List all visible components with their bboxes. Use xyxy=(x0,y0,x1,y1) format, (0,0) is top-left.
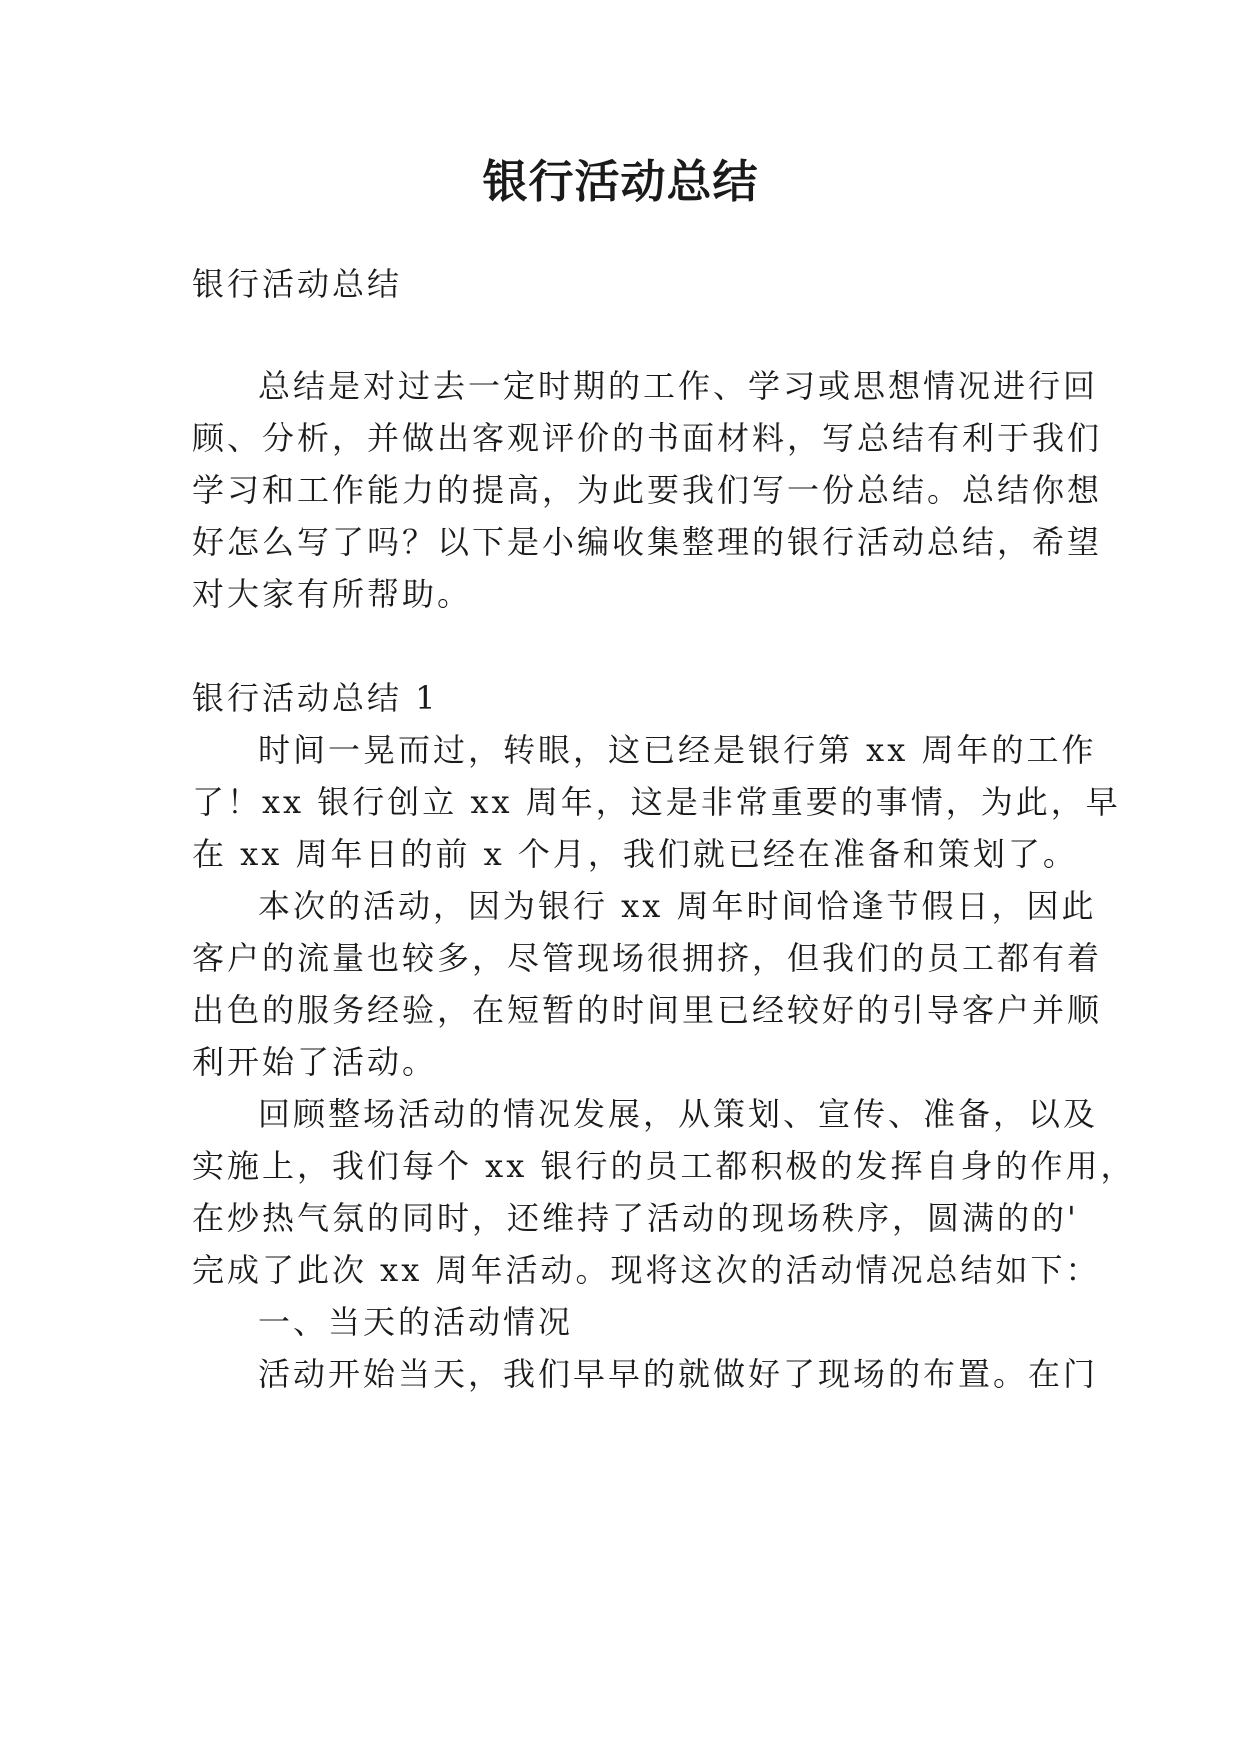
intro-line-4: 好怎么写了吗？以下是小编收集整理的银行活动总结，希望 xyxy=(192,523,1103,561)
section-heading: 银行活动总结 1 xyxy=(192,679,439,717)
paragraph3-line-1: 回顾整场活动的情况发展，从策划、宣传、准备，以及 xyxy=(258,1095,1099,1133)
paragraph2-line-4: 利开始了活动。 xyxy=(192,1043,438,1081)
paragraph1-line-3: 在 xx 周年日的前 x 个月，我们就已经在准备和策划了。 xyxy=(192,835,1078,873)
paragraph1-line-1: 时间一晃而过，转眼，这已经是银行第 xx 周年的工作 xyxy=(258,731,1097,769)
subheading-1: 一、当天的活动情况 xyxy=(258,1303,574,1341)
paragraph3-line-2: 实施上，我们每个 xx 银行的员工都积极的发挥自身的作用， xyxy=(192,1147,1136,1185)
intro-line-1: 总结是对过去一定时期的工作、学习或思想情况进行回 xyxy=(258,367,1099,405)
paragraph2-line-3: 出色的服务经验，在短暂的时间里已经较好的引导客户并顺 xyxy=(192,991,1103,1029)
intro-line-5: 对大家有所帮助。 xyxy=(192,575,473,613)
paragraph3-line-3: 在炒热气氛的同时，还维持了活动的现场秩序，圆满的的' xyxy=(192,1199,1079,1237)
intro-line-3: 学习和工作能力的提高，为此要我们写一份总结。总结你想 xyxy=(192,471,1103,509)
paragraph1-line-2: 了！xx 银行创立 xx 周年，这是非常重要的事情，为此，早 xyxy=(192,783,1121,821)
paragraph2-line-2: 客户的流量也较多，尽管现场很拥挤，但我们的员工都有着 xyxy=(192,939,1103,977)
paragraph3-line-4: 完成了此次 xx 周年活动。现将这次的活动情况总结如下： xyxy=(192,1251,1101,1289)
document-subtitle: 银行活动总结 xyxy=(192,265,403,303)
paragraph2-line-1: 本次的活动，因为银行 xx 周年时间恰逢节假日，因此 xyxy=(258,887,1097,925)
intro-line-2: 顾、分析，并做出客观评价的书面材料，写总结有利于我们 xyxy=(192,419,1103,457)
paragraph4-line-1: 活动开始当天，我们早早的就做好了现场的布置。在门 xyxy=(258,1355,1099,1393)
document-title: 银行活动总结 xyxy=(482,155,759,208)
